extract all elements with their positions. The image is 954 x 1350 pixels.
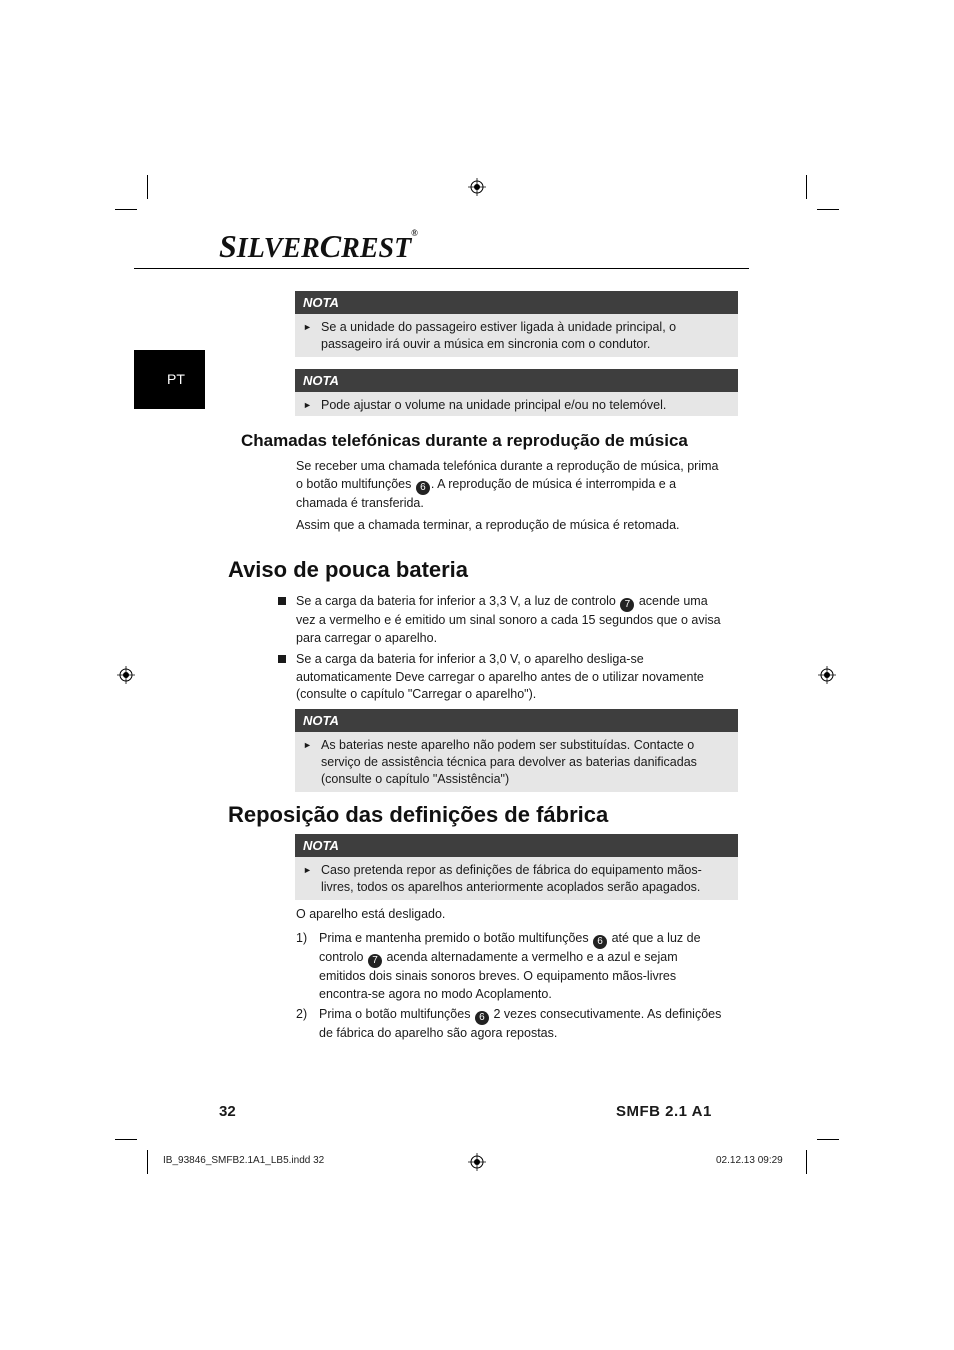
note-text: Pode ajustar o volume na unidade principal e/ou no telemóvel.: [321, 398, 667, 412]
crop-mark: [817, 1139, 839, 1140]
print-slug-date: 02.12.13 09:29: [716, 1155, 783, 1166]
device-state: O aparelho está desligado.: [296, 907, 446, 921]
calls-paragraph: Se receber uma chamada telefónica durante a reprodução de música, prima o botão multifunções 6 . A reprodução de música é interrompida e a chamada é transferida.: [296, 459, 719, 510]
note-text: Caso pretenda repor as definições de fábrica do equipamento mãos-livres, todos os aparelhos anteriormente acoplados serão apagados.: [321, 863, 702, 894]
arrow-icon: ►: [303, 865, 312, 875]
registration-mark-icon: [468, 178, 486, 196]
arrow-icon: ►: [303, 322, 312, 332]
indicator-number-badge: 7: [620, 598, 634, 612]
step-text: Prima e mantenha premido o botão multifunções 6 até que a luz de controlo 7 acenda alternadamente a vermelho e a azul e sejam emitidos dois sinais sonoros breves. O equipamento mãos-livres encontra-se agora no modo Acoplamento.: [319, 931, 701, 1001]
bullet-icon: [278, 597, 286, 605]
button-number-badge: 6: [475, 1011, 489, 1025]
reset-heading: Reposição das definições de fábrica: [228, 802, 609, 827]
calls-heading: Chamadas telefónicas durante a reprodução de música: [241, 431, 688, 450]
note-body: [295, 732, 738, 792]
crop-mark: [147, 1150, 148, 1174]
note-box: [295, 834, 738, 900]
note-title: NOTA: [295, 709, 738, 732]
note-body: [295, 392, 738, 416]
registration-mark-icon: [117, 666, 135, 684]
note-body: [295, 314, 738, 357]
registration-mark-icon: [468, 1153, 486, 1171]
crop-mark: [817, 209, 839, 210]
crop-mark: [115, 1139, 137, 1140]
crop-mark: [147, 175, 148, 199]
step-text: Prima o botão multifunções 6 2 vezes consecutivamente. As definições de fábrica do aparelho são agora repostas.: [319, 1007, 722, 1040]
print-slug-file: IB_93846_SMFB2.1A1_LB5.indd 32: [163, 1155, 325, 1166]
battery-bullet: Se a carga da bateria for inferior a 3,0 V, o aparelho desliga-se automaticamente Deve carregar o aparelho antes de o utilizar novamente (consulte o capítulo "Carregar o aparelho").: [296, 652, 704, 701]
page-number: 32: [219, 1103, 236, 1120]
note-title: NOTA: [295, 291, 738, 314]
model-name: SMFB 2.1 A1: [616, 1103, 712, 1120]
bullet-icon: [278, 655, 286, 663]
note-box: [295, 369, 738, 416]
registration-mark-icon: [818, 666, 836, 684]
note-text: Se a unidade do passageiro estiver ligada à unidade principal, o passageiro irá ouvir a música em sincronia com o condutor.: [321, 320, 677, 351]
note-title: NOTA: [295, 834, 738, 857]
arrow-icon: ►: [303, 740, 312, 750]
header-rule: [134, 268, 749, 269]
calls-paragraph: Assim que a chamada terminar, a reprodução de música é retomada.: [296, 518, 680, 532]
note-box: [295, 291, 738, 357]
note-body: [295, 857, 738, 900]
crop-mark: [115, 209, 137, 210]
note-box: [295, 709, 738, 792]
crop-mark: [806, 1150, 807, 1174]
language-tab: PT: [134, 350, 205, 409]
step-label: 1): [296, 931, 308, 945]
indicator-number-badge: 7: [368, 954, 382, 968]
button-number-badge: 6: [416, 481, 430, 495]
brand-logo: SILVERCREST®: [219, 228, 418, 264]
button-number-badge: 6: [593, 935, 607, 949]
battery-heading: Aviso de pouca bateria: [228, 557, 469, 582]
step-label: 2): [296, 1007, 308, 1021]
crop-mark: [806, 175, 807, 199]
battery-bullet: Se a carga da bateria for inferior a 3,3 V, a luz de controlo 7 acende uma vez a vermelho e é emitido um sinal sonoro a cada 15 segundos que o avisa para carregar o aparelho.: [296, 594, 721, 645]
note-title: NOTA: [295, 369, 738, 392]
arrow-icon: ►: [303, 400, 312, 410]
note-text: As baterias neste aparelho não podem ser substituídas. Contacte o serviço de assistência técnica para devolver as baterias danificadas (consulte o capítulo "Assistência"): [321, 738, 697, 786]
